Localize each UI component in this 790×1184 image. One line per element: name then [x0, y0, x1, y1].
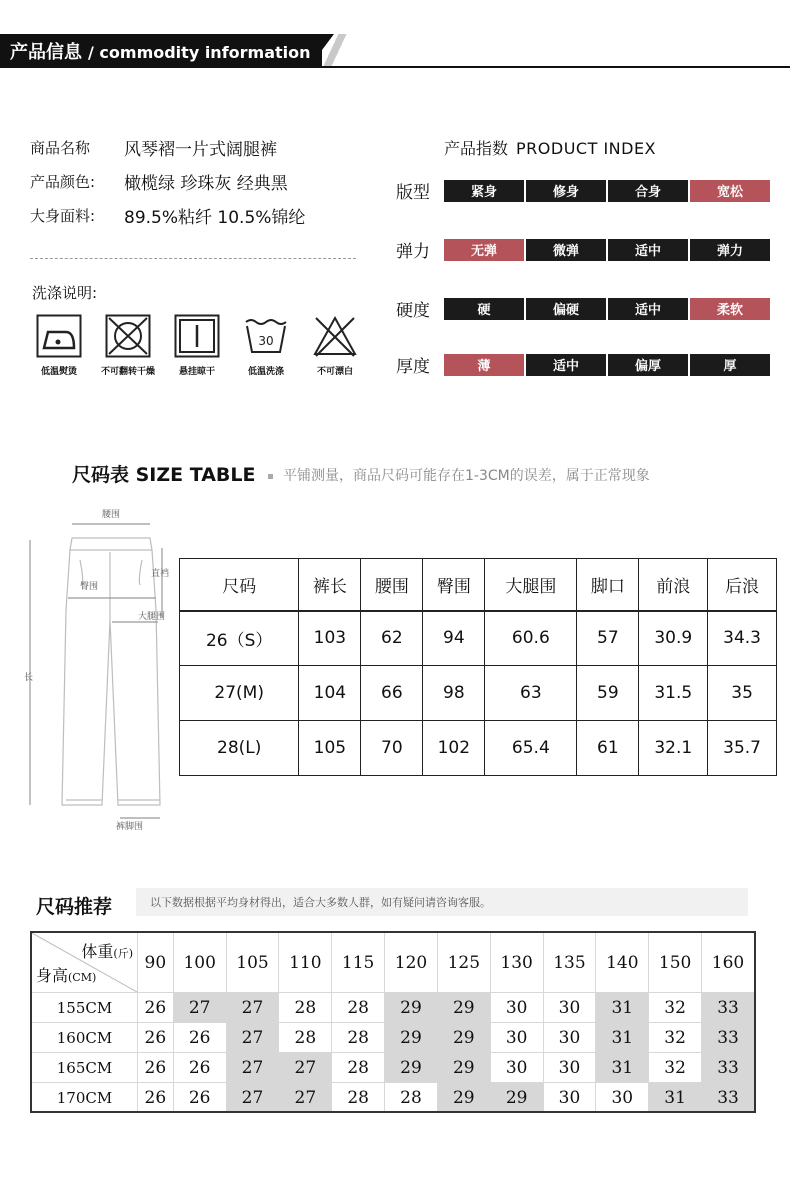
recommend-cell: 29 [385, 1023, 438, 1053]
recommend-cell: 26 [173, 1083, 226, 1113]
product-index-row [396, 237, 770, 262]
product-index-options [444, 298, 770, 320]
size-cell: 60.6 [485, 611, 577, 666]
index-option-active: 无弹 [444, 239, 524, 261]
height-header: 155CM [32, 993, 138, 1023]
product-index-title-cn: 产品指数 [444, 139, 509, 158]
recommend-cell: 28 [385, 1083, 438, 1113]
low-temp-iron-icon [36, 314, 82, 358]
label-rise: 直裆 [151, 569, 170, 579]
size-cell: 102 [423, 721, 485, 776]
recommend-table [31, 932, 755, 1113]
no-bleach-icon [312, 314, 358, 358]
recommend-cell: 26 [173, 1053, 226, 1083]
size-cell: 63 [485, 666, 577, 721]
weight-header: 105 [226, 933, 279, 993]
recommend-corner-cell [32, 933, 138, 993]
recommend-cell: 28 [332, 1053, 385, 1083]
index-option: 适中 [526, 354, 606, 376]
size-cell: 59 [577, 666, 639, 721]
index-option: 偏硬 [526, 298, 606, 320]
recommend-cell: 29 [385, 993, 438, 1023]
recommend-cell: 30 [543, 993, 596, 1023]
recommend-cell: 26 [138, 1083, 174, 1113]
recommend-cell: 30 [490, 1053, 543, 1083]
size-chart-note [268, 465, 650, 485]
info-row-name [30, 130, 370, 164]
recommend-cell: 29 [437, 993, 490, 1023]
banner-title-cn: 产品信息 [10, 42, 82, 63]
recommend-row [32, 1023, 755, 1053]
recommend-cell: 26 [138, 1023, 174, 1053]
size-column-header: 后浪 [708, 559, 777, 611]
weight-header: 160 [702, 933, 755, 993]
index-option: 修身 [526, 180, 606, 202]
size-chart-note-text: 平铺测量，商品尺码可能存在1-3CM的误差，属于正常现象 [283, 468, 650, 484]
recommend-cell: 32 [649, 993, 702, 1023]
recommend-cell: 27 [226, 1083, 279, 1113]
recommend-cell: 31 [596, 993, 649, 1023]
recommend-cell: 26 [138, 1053, 174, 1083]
banner-underline [0, 66, 790, 68]
info-row-fabric [30, 198, 370, 232]
weight-header: 135 [543, 933, 596, 993]
size-cell: 62 [361, 611, 423, 666]
size-cell: 66 [361, 666, 423, 721]
wash-item [237, 314, 295, 377]
size-chart-title: 尺码表 SIZE TABLE [72, 464, 256, 486]
product-index-options [444, 180, 770, 202]
index-option: 紧身 [444, 180, 524, 202]
height-header: 165CM [32, 1053, 138, 1083]
recommend-cell: 28 [332, 993, 385, 1023]
size-table-row [180, 721, 777, 776]
section-banner [0, 34, 790, 70]
size-cell: 65.4 [485, 721, 577, 776]
size-cell: 70 [361, 721, 423, 776]
size-cell: 103 [299, 611, 361, 666]
recommend-cell: 33 [702, 1023, 755, 1053]
weight-header: 115 [332, 933, 385, 993]
index-option-active: 薄 [444, 354, 524, 376]
recommend-cell: 31 [596, 1023, 649, 1053]
recommend-cell: 31 [596, 1053, 649, 1083]
info-row-color [30, 164, 370, 198]
size-table-body [180, 611, 777, 776]
size-table [179, 558, 777, 776]
size-cell: 32.1 [639, 721, 708, 776]
size-cell: 104 [299, 666, 361, 721]
size-cell: 30.9 [639, 611, 708, 666]
size-cell: 61 [577, 721, 639, 776]
product-index-row [396, 178, 770, 203]
index-option: 微弹 [526, 239, 606, 261]
wash-icons [30, 314, 364, 377]
size-table-row [180, 611, 777, 666]
recommend-cell: 33 [702, 1053, 755, 1083]
recommend-cell: 28 [279, 1023, 332, 1053]
product-index-label: 硬度 [396, 301, 430, 321]
weight-header: 130 [490, 933, 543, 993]
recommend-cell: 27 [226, 993, 279, 1023]
recommend-cell: 28 [332, 1023, 385, 1053]
recommend-cell: 26 [173, 1023, 226, 1053]
weight-header: 100 [173, 933, 226, 993]
recommend-cell: 30 [490, 993, 543, 1023]
no-tumble-dry-icon [105, 314, 151, 358]
recommend-cell: 26 [138, 993, 174, 1023]
wash-item [168, 314, 226, 377]
size-table-row [180, 666, 777, 721]
divider [30, 258, 356, 259]
recommend-cell: 32 [649, 1023, 702, 1053]
index-option: 适中 [608, 239, 688, 261]
label-thigh: 大腿围 [138, 612, 166, 622]
recommend-cell: 29 [437, 1053, 490, 1083]
height-header: 160CM [32, 1023, 138, 1053]
recommend-table-body [32, 933, 755, 1113]
size-cell: 98 [423, 666, 485, 721]
size-cell: 105 [299, 721, 361, 776]
recommend-cell: 27 [279, 1053, 332, 1083]
bullet-dot [268, 474, 273, 479]
weight-label [81, 939, 133, 962]
recommend-cell: 29 [490, 1083, 543, 1113]
label-length: 长 [24, 673, 34, 683]
info-value: 风琴褶一片式阔腿裤 [124, 139, 277, 160]
wash-item [99, 314, 157, 377]
recommend-cell: 30 [543, 1023, 596, 1053]
product-index-label: 版型 [396, 183, 430, 203]
weight-header: 120 [385, 933, 438, 993]
product-index-title [444, 136, 656, 159]
weight-header: 140 [596, 933, 649, 993]
info-value: 89.5%粘纤 10.5%锦纶 [124, 207, 306, 228]
label-waist: 腰围 [102, 510, 121, 520]
wash-caption: 低温熨烫 [40, 367, 77, 377]
info-label: 大身面料: [30, 206, 96, 225]
wash-caption: 不可翻转干燥 [100, 367, 155, 377]
info-label: 商品名称 [30, 138, 91, 157]
size-cell: 35 [708, 666, 777, 721]
recommend-cell: 27 [279, 1083, 332, 1113]
recommend-cell: 29 [437, 1023, 490, 1053]
recommend-cell: 28 [332, 1083, 385, 1113]
recommend-note: 以下数据根据平均身材得出，适合大多数人群，如有疑问请咨询客服。 [136, 888, 748, 916]
size-cell: 27(M) [180, 666, 299, 721]
info-value: 橄榄绿 珍珠灰 经典黑 [124, 173, 288, 194]
label-hip: 臀围 [80, 582, 99, 592]
recommend-row [32, 1053, 755, 1083]
index-option: 厚 [690, 354, 770, 376]
product-info [30, 130, 370, 232]
product-index-label: 弹力 [396, 242, 430, 262]
wash-30-icon [243, 314, 289, 358]
banner-slant-accent [322, 34, 348, 66]
hang-dry-icon [174, 314, 220, 358]
weight-header: 125 [437, 933, 490, 993]
recommend-cell: 29 [385, 1053, 438, 1083]
product-index-options [444, 239, 770, 261]
recommend-cell: 30 [543, 1083, 596, 1113]
label-hem: 裤脚围 [116, 822, 144, 832]
recommend-cell: 33 [702, 1083, 755, 1113]
wash-title: 洗涤说明: [32, 284, 98, 302]
product-index-title-en: PRODUCT INDEX [516, 139, 657, 158]
size-column-header: 脚口 [577, 559, 639, 611]
index-option: 偏厚 [608, 354, 688, 376]
banner-title [10, 38, 311, 64]
recommend-cell: 31 [649, 1083, 702, 1113]
wash-temp: 30 [258, 334, 274, 348]
recommend-row [32, 993, 755, 1023]
wash-item [30, 314, 88, 377]
recommend-cell: 29 [437, 1083, 490, 1113]
recommend-cell: 32 [649, 1053, 702, 1083]
weight-header: 110 [279, 933, 332, 993]
product-index-row [396, 352, 770, 377]
height-label-text: 身高 [36, 966, 69, 985]
index-option: 硬 [444, 298, 524, 320]
product-index-label: 厚度 [396, 357, 430, 377]
size-cell: 26（S） [180, 611, 299, 666]
size-cell: 57 [577, 611, 639, 666]
recommend-cell: 28 [279, 993, 332, 1023]
weight-header: 90 [138, 933, 174, 993]
recommend-cell: 27 [226, 1053, 279, 1083]
wash-caption: 悬挂晾干 [178, 367, 215, 377]
height-header: 170CM [32, 1083, 138, 1113]
recommend-cell: 30 [596, 1083, 649, 1113]
size-cell: 94 [423, 611, 485, 666]
pants-diagram [22, 500, 182, 840]
weight-unit: (斤) [113, 947, 133, 960]
index-option: 合身 [608, 180, 688, 202]
index-option-active: 宽松 [690, 180, 770, 202]
size-table-header [180, 559, 777, 611]
size-column-header: 大腿围 [485, 559, 577, 611]
wash-caption: 不可漂白 [316, 367, 353, 377]
size-cell: 34.3 [708, 611, 777, 666]
size-column-header: 裤长 [299, 559, 361, 611]
size-column-header: 腰围 [361, 559, 423, 611]
recommend-cell: 30 [490, 1023, 543, 1053]
size-cell: 35.7 [708, 721, 777, 776]
weight-header: 150 [649, 933, 702, 993]
height-unit: (CM) [68, 971, 97, 984]
size-cell: 31.5 [639, 666, 708, 721]
size-column-header: 尺码 [180, 559, 299, 611]
recommend-cell: 33 [702, 993, 755, 1023]
wash-caption: 低温洗涤 [247, 367, 284, 377]
size-cell: 28(L) [180, 721, 299, 776]
recommend-cell: 27 [226, 1023, 279, 1053]
index-option-active: 柔软 [690, 298, 770, 320]
weight-label-text: 体重 [81, 942, 114, 961]
height-label [36, 963, 96, 986]
product-index-options [444, 354, 770, 376]
recommend-cell: 30 [543, 1053, 596, 1083]
index-option: 适中 [608, 298, 688, 320]
recommend-header-row [32, 933, 755, 993]
product-index-row [396, 296, 770, 321]
recommend-cell: 27 [173, 993, 226, 1023]
info-label: 产品颜色: [30, 172, 96, 191]
wash-item [306, 314, 364, 377]
index-option: 弹力 [690, 239, 770, 261]
recommend-row [32, 1083, 755, 1113]
size-column-header: 前浪 [639, 559, 708, 611]
size-column-header: 臀围 [423, 559, 485, 611]
banner-title-en: / commodity information [88, 43, 311, 62]
recommend-title: 尺码推荐 [36, 896, 113, 918]
